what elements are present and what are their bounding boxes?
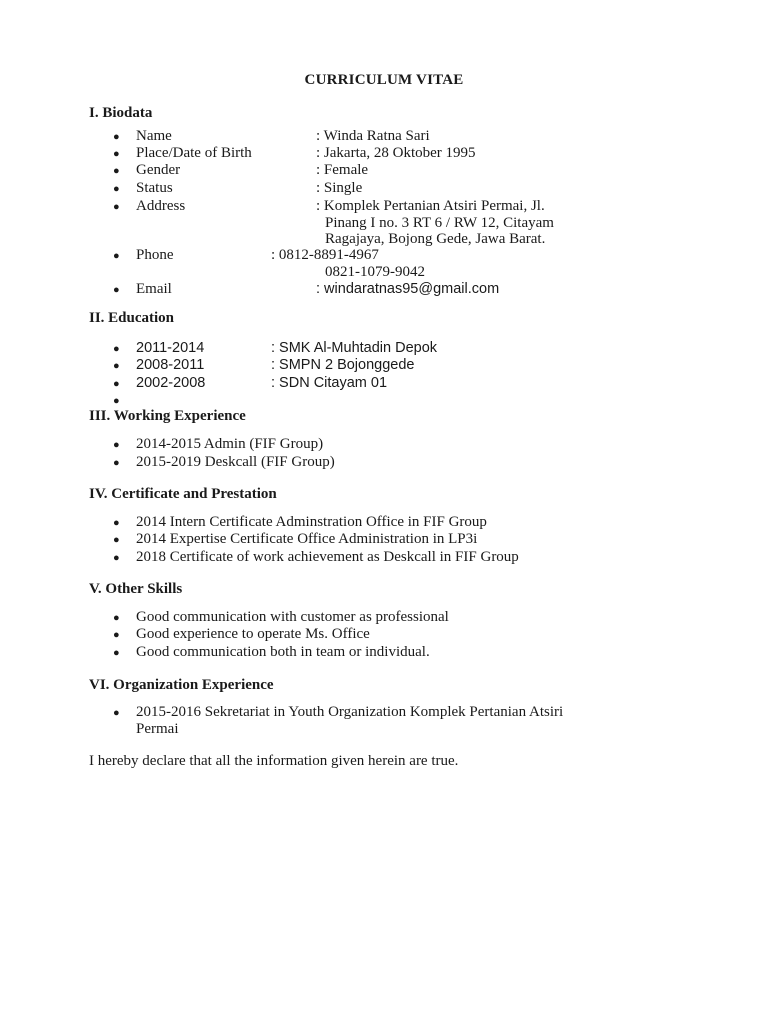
bullet-icon: ● [113, 360, 120, 372]
bullet-icon: ● [113, 343, 120, 355]
field-label-name: Name [136, 128, 172, 144]
page-title: CURRICULUM VITAE [304, 72, 464, 88]
field-value-birth: : Jakarta, 28 Oktober 1995 [316, 145, 476, 161]
field-value-email: : windaratnas95@gmail.com [316, 281, 500, 297]
declaration-text: I hereby declare that all the information given herein are true. [89, 753, 459, 769]
bullet-icon: ● [113, 395, 120, 407]
field-label-address: Address [136, 198, 186, 214]
field-value-phone-line2: 0821-1079-9042 [325, 264, 425, 280]
field-value-phone: : 0812-8891-4967 [271, 247, 379, 263]
bullet-icon: ● [113, 201, 120, 213]
education-years: 2011-2014 [136, 340, 205, 356]
biodata-heading: I. Biodata [89, 105, 153, 121]
field-value-status: : Single [316, 180, 363, 196]
field-value-name: : Winda Ratna Sari [316, 128, 430, 144]
field-label-gender: Gender [136, 162, 181, 178]
skill-item: Good experience to operate Ms. Office [136, 626, 370, 642]
bullet-icon: ● [113, 647, 120, 659]
organization-heading: VI. Organization Experience [89, 677, 274, 693]
education-years: 2002-2008 [136, 375, 206, 391]
certificate-item: 2014 Intern Certificate Adminstration Office in FIF Group [136, 514, 487, 530]
education-years: 2008-2011 [136, 357, 205, 373]
certificate-item: 2014 Expertise Certificate Office Administration in LP3i [136, 531, 478, 547]
bullet-icon: ● [113, 165, 120, 177]
certificate-item: 2018 Certificate of work achievement as Deskcall in FIF Group [136, 549, 519, 565]
bullet-icon: ● [113, 148, 120, 160]
field-value-address-line3: Ragajaya, Bojong Gede, Jawa Barat. [325, 231, 546, 247]
experience-heading: III. Working Experience [89, 408, 246, 424]
bullet-icon: ● [113, 378, 120, 390]
field-label-email: Email [136, 281, 172, 297]
bullet-icon: ● [113, 517, 120, 529]
field-value-address: : Komplek Pertanian Atsiri Permai, Jl. [316, 198, 545, 214]
bullet-icon: ● [113, 439, 120, 451]
certificates-heading: IV. Certificate and Prestation [89, 486, 277, 502]
experience-item: 2014-2015 Admin (FIF Group) [136, 436, 324, 452]
bullet-icon: ● [113, 534, 120, 546]
field-value-address-line2: Pinang I no. 3 RT 6 / RW 12, Citayam [325, 215, 554, 231]
skills-heading: V. Other Skills [89, 581, 183, 597]
education-heading: II. Education [89, 310, 175, 326]
bullet-icon: ● [113, 457, 120, 469]
organization-item-line2: Permai [136, 721, 179, 737]
bullet-icon: ● [113, 629, 120, 641]
bullet-icon: ● [113, 284, 120, 296]
education-school: : SMK Al-Muhtadin Depok [271, 340, 438, 356]
organization-item: 2015-2016 Sekretariat in Youth Organization Komplek Pertanian Atsiri [136, 704, 564, 720]
education-school: : SDN Citayam 01 [271, 375, 388, 391]
skill-item: Good communication with customer as professional [136, 609, 449, 625]
bullet-icon: ● [113, 131, 120, 143]
field-label-status: Status [136, 180, 173, 196]
experience-item: 2015-2019 Deskcall (FIF Group) [136, 454, 335, 470]
field-label-phone: Phone [136, 247, 174, 263]
field-label-birth: Place/Date of Birth [136, 145, 252, 161]
bullet-icon: ● [113, 707, 120, 719]
bullet-icon: ● [113, 552, 120, 564]
bullet-icon: ● [113, 183, 120, 195]
bullet-icon: ● [113, 612, 120, 624]
education-school: : SMPN 2 Bojonggede [271, 357, 415, 373]
bullet-icon: ● [113, 250, 120, 262]
skill-item: Good communication both in team or individual. [136, 644, 430, 660]
field-value-gender: : Female [316, 162, 369, 178]
